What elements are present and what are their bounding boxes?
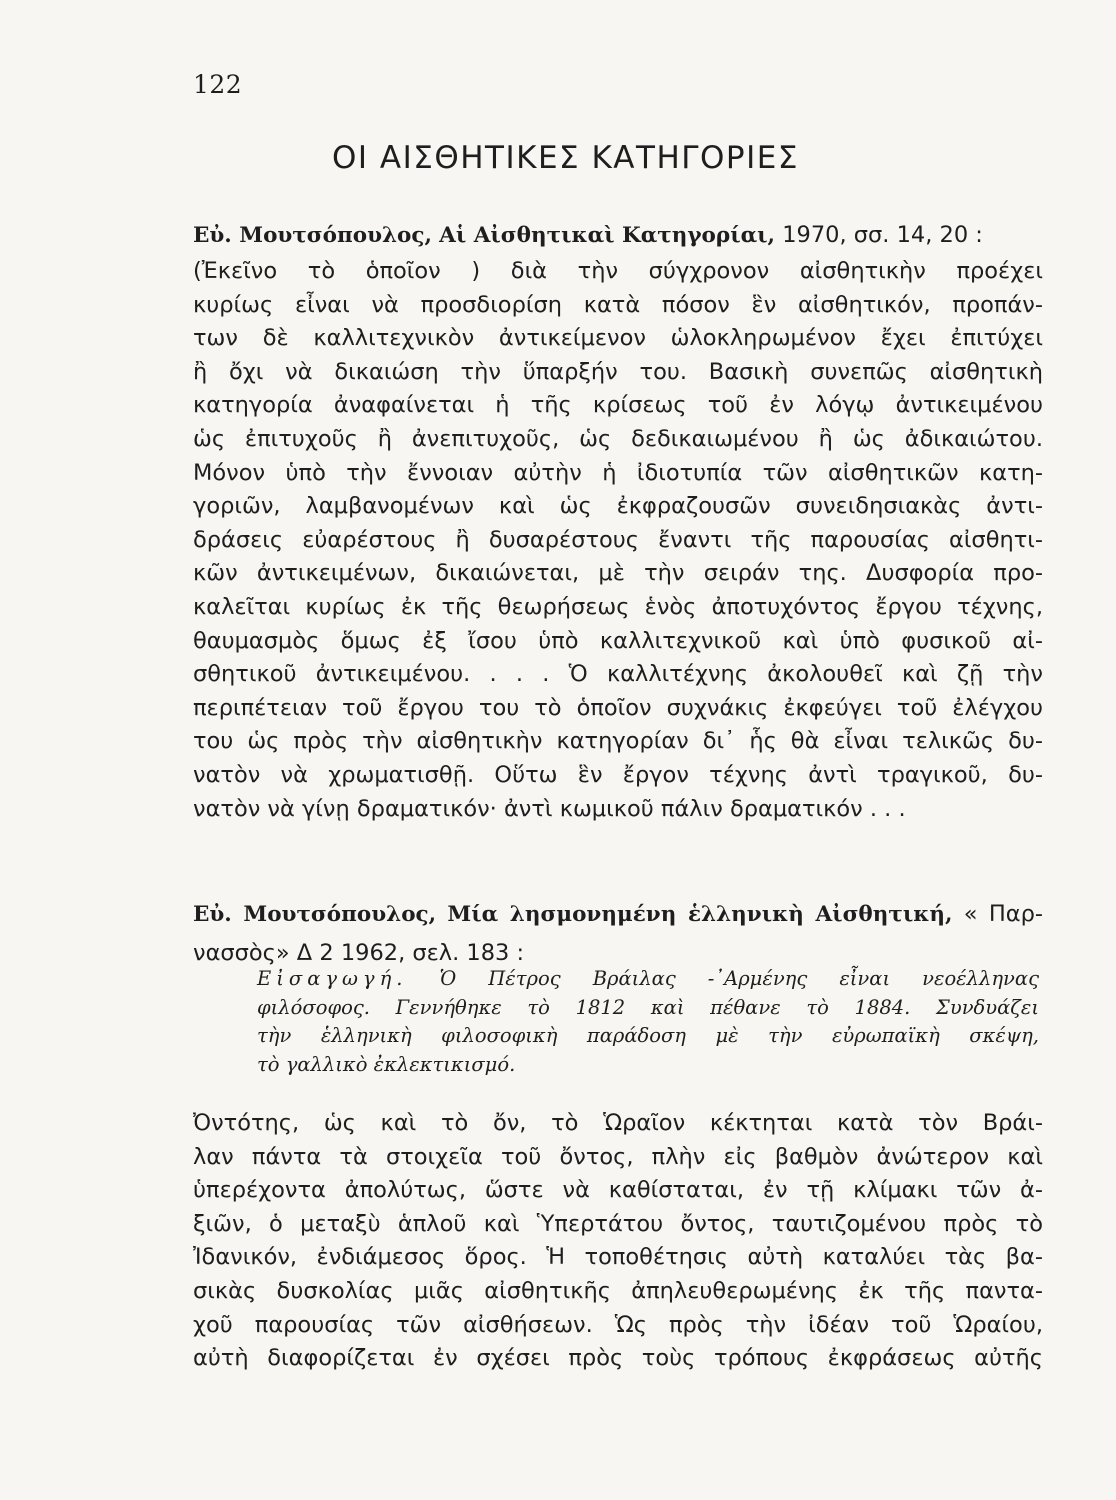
citation-2 bbox=[193, 895, 1043, 972]
intro-line: φιλόσοφος. Γεννήθηκε τὸ 1812 καὶ πέθανε τὸ 1884. Συνδυάζει bbox=[257, 995, 1039, 1019]
text-line: κατηγορία ἀναφαίνεται ἡ τῆς κρίσεως τοῦ ἐν λόγῳ ἀντικειμένου bbox=[193, 392, 1043, 419]
quote-1 bbox=[193, 255, 1043, 826]
intro-line: τὴν ἑλληνικὴ φιλοσοφικὴ παράδοση μὲ τὴν εὐρωπαϊκὴ σκέψη, bbox=[257, 1024, 1039, 1047]
text-line: Μόνον ὑπὸ τὴν ἔννοιαν αὐτὴν ἡ ἰδιοτυπία τῶν αἰσθητικῶν κατη- bbox=[193, 459, 1043, 486]
text-line: των δὲ καλλιτεχνικὸν ἀντικείμενον ὡλοκληρωμένον ἔχει ἐπιτύχει bbox=[193, 325, 1043, 352]
text-line: περιπέτειαν τοῦ ἔργου του τὸ ὁποῖον συχνάκις ἐκφεύγει τοῦ ἐλέγχου bbox=[193, 694, 1043, 721]
text-line: ὑπερέχοντα ἀπολύτως, ὥστε νὰ καθίσταται, ἐν τῇ κλίμακι τῶν ἀ- bbox=[193, 1177, 1043, 1204]
intro-label: Εἰσαγωγή. bbox=[257, 967, 408, 990]
text-line: γοριῶν, λαμβανομένων καὶ ὡς ἐκφραζουσῶν συνειδησιακὰς ἀντι- bbox=[193, 493, 1043, 520]
citation-1-details: 1970, σσ. 14, 20 : bbox=[782, 222, 983, 248]
chapter-title: ΟΙ ΑΙΣΘΗΤΙΚΕΣ ΚΑΤΗΓΟΡΙΕΣ bbox=[332, 140, 799, 176]
text-line: σθητικοῦ ἀντικειμένου. . . . Ὁ καλλιτέχνης ἀκολουθεῖ καὶ ζῇ τὴν bbox=[193, 661, 1043, 688]
intro-line-text: Ὁ Πέτρος Βράιλας -᾽Αρμένης εἶναι νεοέλληνας bbox=[439, 967, 1039, 990]
text-line: θαυμασμὸς ὅμως ἐξ ἴσου ὑπὸ καλλιτεχνικοῦ καὶ ὑπὸ φυσικοῦ αἰ- bbox=[193, 627, 1043, 654]
text-line: νατὸν νὰ γίνῃ δραματικόν· ἀντὶ κωμικοῦ πάλιν δραματικόν . . . bbox=[193, 795, 906, 822]
text-line: ξιῶν, ὁ μεταξὺ ἁπλοῦ καὶ Ὑπερτάτου ὄντος, ταυτιζομένου πρὸς τὸ bbox=[193, 1210, 1043, 1237]
intro-line: τὸ γαλλικὸ ἐκλεκτικισμό. bbox=[257, 1052, 516, 1076]
citation-2-details-1: « Παρ- bbox=[963, 901, 1044, 927]
text-line: σικὰς δυσκολίας μιᾶς αἰσθητικῆς ἀπηλευθερωμένης ἐκ τῆς παντα- bbox=[193, 1277, 1043, 1304]
citation-2-details-2: νασσὸς» Δ 2 1962, σελ. 183 : bbox=[193, 940, 525, 966]
text-line: αὐτὴ διαφορίζεται ἐν σχέσει πρὸς τοὺς τρόπους ἐκφράσεως αὐτῆς bbox=[193, 1345, 1043, 1372]
text-line: νατὸν νὰ χρωματισθῇ. Οὕτω ἓν ἔργον τέχνης ἀντὶ τραγικοῦ, δυ- bbox=[193, 761, 1043, 788]
text-line: χοῦ παρουσίας τῶν αἰσθήσεων. Ὡς πρὸς τὴν ἰδέαν τοῦ Ὡραίου, bbox=[193, 1311, 1043, 1338]
citation-1 bbox=[193, 216, 1043, 255]
citation-2-line-1 bbox=[193, 895, 1043, 934]
text-line: δράσεις εὐαρέστους ἢ δυσαρέστους ἔναντι τῆς παρουσίας αἰσθητι- bbox=[193, 526, 1043, 553]
intro-line bbox=[257, 965, 1039, 994]
text-line: ὡς ἐπιτυχοῦς ἢ ἀνεπιτυχοῦς, ὡς δεδικαιωμένου ἢ ὡς ἀδικαιώτου. bbox=[193, 425, 1043, 452]
text-line: Ἰδανικόν, ἐνδιάμεσος ὅρος. Ἡ τοποθέτησις αὐτὴ καταλύει τὰς βα- bbox=[193, 1244, 1043, 1271]
text-line: (Ἐκεῖνο τὸ ὁποῖον ) διὰ τὴν σύγχρονον αἰσθητικὴν προέχει bbox=[193, 258, 1043, 284]
text-line: ἢ ὄχι νὰ δικαιώση τὴν ὕπαρξήν του. Βασικὴ συνεπῶς αἰσθητικὴ bbox=[193, 358, 1043, 385]
text-line: καλεῖται κυρίως ἐκ τῆς θεωρήσεως ἑνὸς ἀποτυχόντος ἔργου τέχνης, bbox=[193, 593, 1043, 620]
introduction-note bbox=[257, 965, 1039, 1079]
text-line: του ὡς πρὸς τὴν αἰσθητικὴν κατηγορίαν δι᾽ ἧς θὰ εἶναι τελικῶς δυ- bbox=[193, 728, 1043, 755]
text-line: Ὀντότης, ὡς καὶ τὸ ὄν, τὸ Ὡραῖον κέκτηται κατὰ τὸν Βράι- bbox=[193, 1110, 1043, 1136]
text-line: κυρίως εἶναι νὰ προσδιορίση κατὰ πόσον ἓν αἰσθητικόν, προπάν- bbox=[193, 291, 1043, 318]
citation-2-work: Μία λησμονημένη ἑλληνικὴ Αἰσθητική, bbox=[447, 902, 953, 927]
citation-1-work: Αἱ Αἰσθητικαὶ Κατηγορίαι, bbox=[439, 223, 776, 248]
quote-2 bbox=[193, 1107, 1043, 1376]
text-line: λαν πάντα τὰ στοιχεῖα τοῦ ὄντος, πλὴν εἰς βαθμὸν ἀνώτερον καὶ bbox=[193, 1143, 1043, 1170]
citation-1-author: Εὐ. Μουτσόπουλος, bbox=[193, 223, 432, 248]
page-number: 122 bbox=[193, 70, 243, 99]
text-line: κῶν ἀντικειμένων, δικαιώνεται, μὲ τὴν σειράν της. Δυσφορία προ- bbox=[193, 560, 1043, 587]
citation-2-author: Εὐ. Μουτσόπουλος, bbox=[193, 902, 437, 927]
